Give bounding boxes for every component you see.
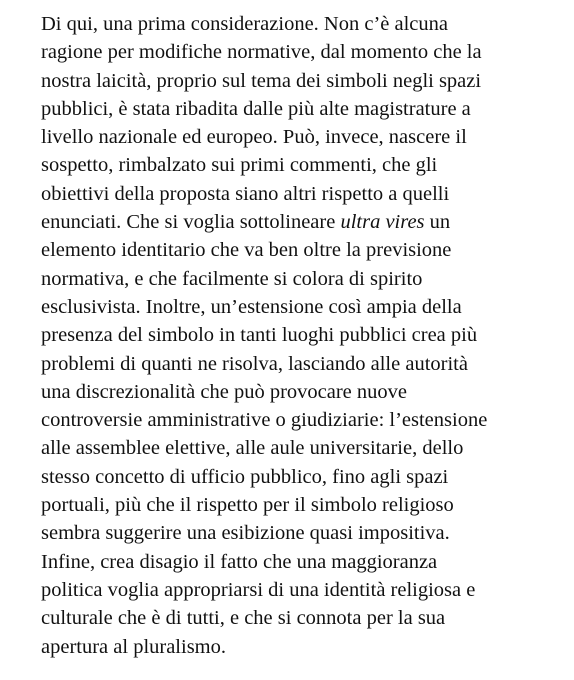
text-line-6: sospetto, rimbalzato sui primi commenti, che gli [41,154,438,177]
text-line-3: nostra laicità, proprio sul tema dei simboli negli spazi [41,69,482,92]
text-line-5: livello nazionale ed europeo. Può, invece, nascere il [41,126,467,149]
text-line-20: Infine, crea disagio il fatto che una maggioranza [41,550,438,573]
text-line-1: Di qui, una prima considerazione. Non c’è alcuna [41,13,448,35]
text-line-13: problemi di quanti ne risolva, lasciando alle autorità [41,352,468,375]
text-line-14: una discrezionalità che può provocare nuove [41,380,407,403]
text-line-4: pubblici, è stata ribadita dalle più alte magistrature a [41,97,471,120]
text-line-19: sembra suggerire una esibizione quasi impositiva. [41,522,450,545]
text-line-7: obiettivi della proposta siano altri rispetto a quelli [41,182,450,205]
paragraph [41,10,561,661]
text-line-11: esclusivista. Inoltre, un’estensione così ampia della [41,295,462,318]
text-line-21: politica voglia appropriarsi di una identità religiosa e [41,578,476,601]
text-line-8 [41,208,561,236]
text-line-8-start: enunciati. Che si voglia sottolineare [41,211,341,234]
text-line-15: controversie amministrative o giudiziarie: l’estensione [41,409,488,432]
text-line-22: culturale che è di tutti, e che si connota per la sua [41,607,446,630]
text-line-9: elemento identitario che va ben oltre la previsione [41,239,452,262]
italic-phrase: ultra vires [340,211,425,234]
text-line-8-end: un [424,211,451,234]
text-line-2: ragione per modifiche normative, dal momento che la [41,41,482,64]
text-line-17: stesso concetto di ufficio pubblico, fino agli spazi [41,465,449,488]
text-line-16: alle assemblee elettive, alle aule universitarie, dello [41,437,464,460]
text-line-10: normativa, e che facilmente si colora di spirito [41,267,423,290]
text-line-12: presenza del simbolo in tanti luoghi pubblici crea più [41,324,478,347]
text-line-23: apertura al pluralismo. [41,635,227,658]
document-body [41,10,561,661]
text-line-18: portuali, più che il rispetto per il simbolo religioso [41,494,454,517]
